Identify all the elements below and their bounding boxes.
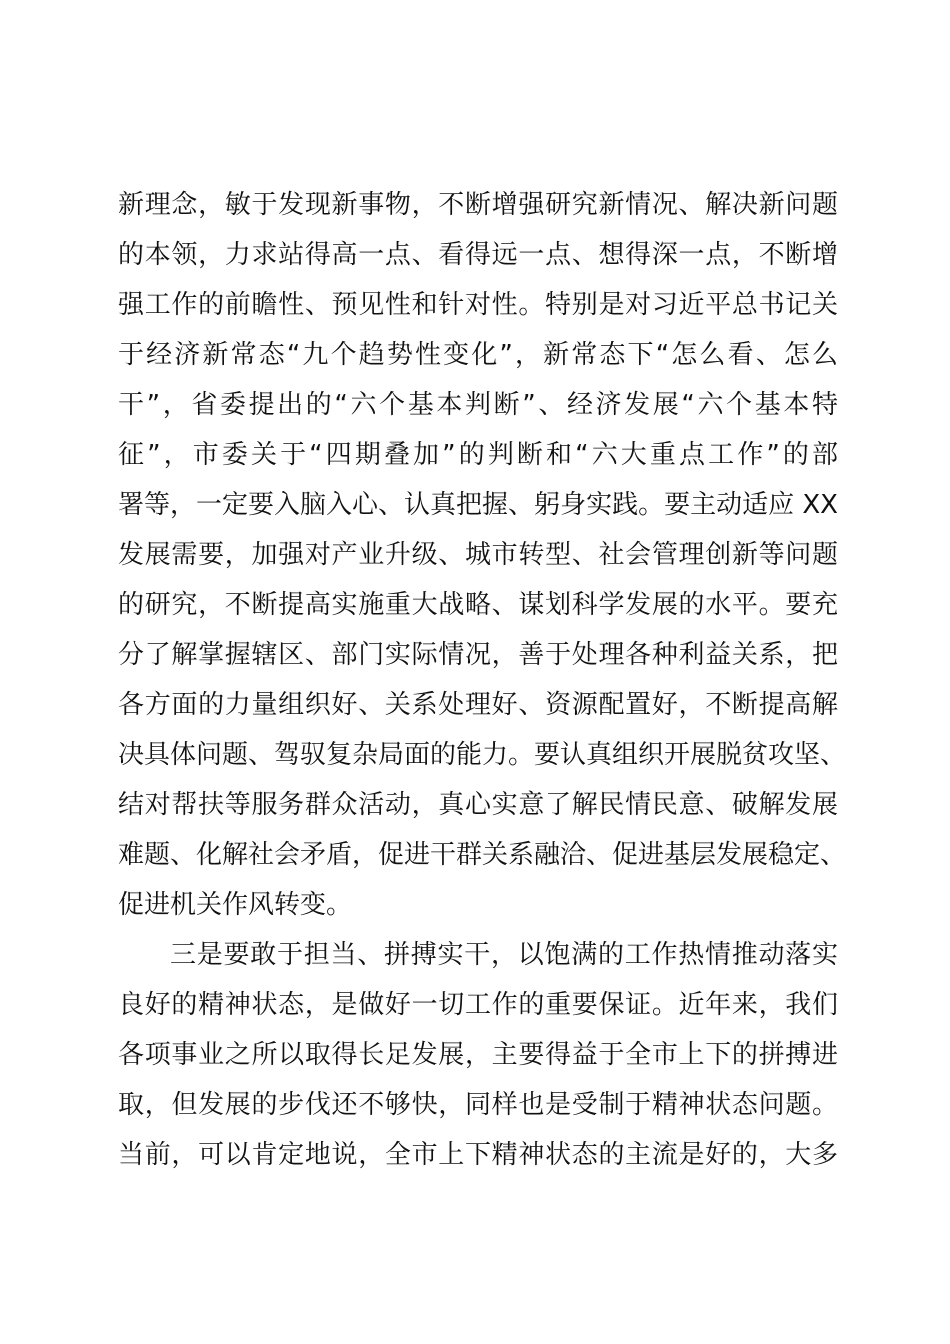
text-line: 的研究，不断提高实施重大战略、谋划科学发展的水平。要充 bbox=[118, 590, 838, 620]
text-line: 当前，可以肯定地说，全市上下精神状态的主流是好的，大多 bbox=[118, 1140, 838, 1170]
paragraph-heading-line: 三是要敢于担当、拼搏实干，以饱满的工作热情推动落实 bbox=[170, 940, 838, 970]
text-line: 良好的精神状态，是做好一切工作的重要保证。近年来，我们 bbox=[118, 990, 838, 1020]
text-line: 结对帮扶等服务群众活动，真心实意了解民情民意、破解发展 bbox=[118, 790, 838, 820]
text-line: 的本领，力求站得高一点、看得远一点、想得深一点，不断增 bbox=[118, 240, 838, 270]
text-line: 发展需要，加强对产业升级、城市转型、社会管理创新等问题 bbox=[118, 540, 838, 570]
text-line: 署等，一定要入脑入心、认真把握、躬身实践。要主动适应 XX bbox=[118, 490, 838, 520]
text-line: 促进机关作风转变。 bbox=[118, 890, 353, 920]
text-line: 各项事业之所以取得长足发展，主要得益于全市上下的拼搏进 bbox=[118, 1040, 838, 1070]
text-line: 新理念，敏于发现新事物，不断增强研究新情况、解决新问题 bbox=[118, 190, 838, 220]
text-line: 取，但发展的步伐还不够快，同样也是受制于精神状态问题。 bbox=[118, 1090, 838, 1120]
text-line: 分了解掌握辖区、部门实际情况，善于处理各种利益关系，把 bbox=[118, 640, 838, 670]
text-line: 难题、化解社会矛盾，促进干群关系融洽、促进基层发展稳定、 bbox=[118, 840, 847, 870]
text-line: 决具体问题、驾驭复杂局面的能力。要认真组织开展脱贫攻坚、 bbox=[118, 740, 847, 770]
text-line: 各方面的力量组织好、关系处理好、资源配置好，不断提高解 bbox=[118, 690, 838, 720]
body-text bbox=[118, 180, 847, 1180]
text-line: 征”，市委关于“四期叠加”的判断和“六大重点工作”的部 bbox=[118, 440, 838, 470]
text-line: 强工作的前瞻性、预见性和针对性。特别是对习近平总书记关 bbox=[118, 290, 838, 320]
text-line: 于经济新常态“九个趋势性变化”，新常态下“怎么看、怎么 bbox=[118, 340, 838, 370]
text-line: 干”，省委提出的“六个基本判断”、经济发展“六个基本特 bbox=[118, 390, 838, 420]
